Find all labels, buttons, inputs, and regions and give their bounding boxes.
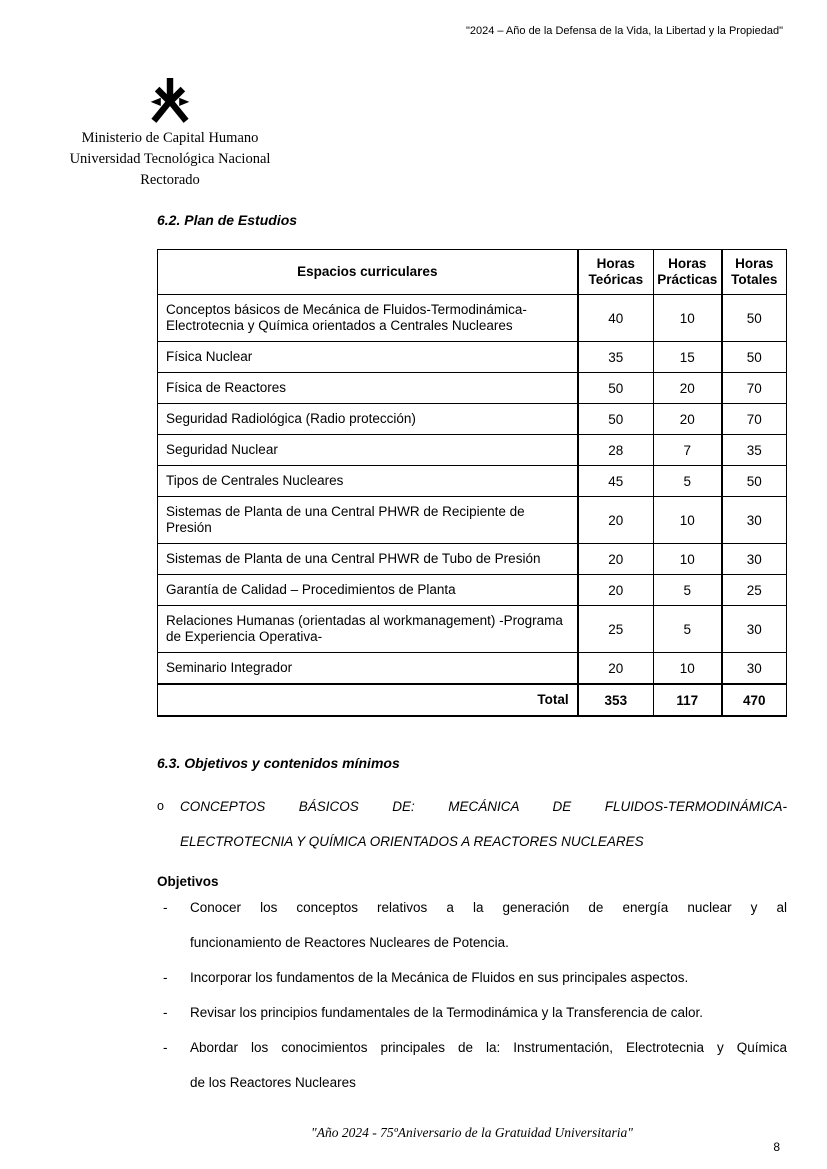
- row-name: Seminario Integrador: [158, 653, 578, 685]
- section-63-title: 6.3. Objetivos y contenidos mínimos: [157, 755, 400, 771]
- table-row: [158, 342, 787, 373]
- letterhead-line-universidad: Universidad Tecnológica Nacional: [69, 151, 271, 167]
- row-totales: 50: [722, 466, 787, 497]
- row-practicas: 20: [654, 404, 722, 435]
- row-practicas: 10: [654, 497, 722, 544]
- table-row: [158, 575, 787, 606]
- row-teoricas: 50: [578, 404, 654, 435]
- objetivos-heading: Objetivos: [157, 874, 219, 889]
- row-name: Garantía de Calidad – Procedimientos de Planta: [158, 575, 578, 606]
- table-row: [158, 606, 787, 653]
- page-number: 8: [773, 1140, 780, 1154]
- row-teoricas: 20: [578, 575, 654, 606]
- header-horas-totales: Horas Totales: [722, 250, 787, 295]
- total-teoricas: 353: [578, 684, 654, 716]
- list-item-text: [190, 1030, 787, 1100]
- item-line: Revisar los principios fundamentales de la Termodinámica y la Transferencia de calor.: [190, 1005, 704, 1020]
- footer-quote: "Año 2024 - 75ºAniversario de la Gratuidad Universitaria": [311, 1125, 633, 1140]
- list-item: [157, 890, 787, 960]
- row-totales: 30: [722, 497, 787, 544]
- caps-line: ELECTROTECNIA Y QUÍMICA ORIENTADOS A REACTORES NUCLEARES: [180, 834, 644, 849]
- header-espacios-curriculares: Espacios curriculares: [158, 250, 578, 295]
- total-label: Total: [158, 684, 578, 716]
- row-name: Seguridad Nuclear: [158, 435, 578, 466]
- table-row: [158, 404, 787, 435]
- row-name: Relaciones Humanas (orientadas al workmanagement) -Programa de Experiencia Operativa-: [158, 606, 578, 653]
- row-practicas: 5: [654, 466, 722, 497]
- table-row: [158, 653, 787, 685]
- item-line: Conocer los conceptos relativos a la generación de energía nuclear y al: [190, 900, 787, 915]
- plan-de-estudios-table: [157, 249, 787, 717]
- row-totales: 25: [722, 575, 787, 606]
- row-practicas: 7: [654, 435, 722, 466]
- table-row: [158, 544, 787, 575]
- row-teoricas: 20: [578, 497, 654, 544]
- header-quote: "2024 – Año de la Defensa de la Vida, la Libertad y la Propiedad": [465, 25, 783, 37]
- row-teoricas: 40: [578, 295, 654, 342]
- row-totales: 50: [722, 295, 787, 342]
- row-name: Conceptos básicos de Mecánica de Fluidos-Termodinámica-Electrotecnia y Química orientados a Centrales Nucleares: [158, 295, 578, 342]
- list-item: [157, 960, 787, 995]
- dash-marker: -: [163, 1040, 168, 1055]
- letterhead-line-rectorado: Rectorado: [140, 172, 200, 188]
- conceptos-basicos-text: [180, 789, 787, 859]
- objetivos-list: [157, 890, 787, 1100]
- table-row: [158, 497, 787, 544]
- row-totales: 30: [722, 606, 787, 653]
- item-line: funcionamiento de Reactores Nucleares de Potencia.: [190, 935, 509, 950]
- item-line: Incorporar los fundamentos de la Mecánica de Fluidos en sus principales aspectos.: [190, 970, 689, 985]
- row-practicas: 5: [654, 606, 722, 653]
- row-totales: 30: [722, 653, 787, 685]
- row-practicas: 20: [654, 373, 722, 404]
- conceptos-basicos-bullet: [157, 789, 787, 859]
- table-row: [158, 435, 787, 466]
- bullet-marker: o: [157, 799, 164, 813]
- dash-marker: -: [163, 1005, 168, 1020]
- letterhead-line-ministerio: Ministerio de Capital Humano: [81, 130, 259, 146]
- dash-marker: -: [163, 900, 168, 915]
- row-name: Sistemas de Planta de una Central PHWR de Recipiente de Presión: [158, 497, 578, 544]
- total-totales: 470: [722, 684, 787, 716]
- row-teoricas: 35: [578, 342, 654, 373]
- row-name: Sistemas de Planta de una Central PHWR de Tubo de Presión: [158, 544, 578, 575]
- row-name: Seguridad Radiológica (Radio protección): [158, 404, 578, 435]
- row-teoricas: 20: [578, 653, 654, 685]
- header-horas-practicas: Horas Prácticas: [654, 250, 722, 295]
- row-practicas: 5: [654, 575, 722, 606]
- list-item: [157, 1030, 787, 1100]
- table-row: [158, 466, 787, 497]
- caps-line: CONCEPTOS BÁSICOS DE: MECÁNICA DE FLUIDOS-TERMODINÁMICA-: [180, 799, 787, 814]
- row-name: Física de Reactores: [158, 373, 578, 404]
- table-header-row: [158, 250, 787, 295]
- section-62-title: 6.2. Plan de Estudios: [157, 212, 298, 228]
- row-totales: 30: [722, 544, 787, 575]
- row-totales: 50: [722, 342, 787, 373]
- row-teoricas: 20: [578, 544, 654, 575]
- row-totales: 35: [722, 435, 787, 466]
- header-horas-teoricas: Horas Teóricas: [578, 250, 654, 295]
- row-name: Tipos de Centrales Nucleares: [158, 466, 578, 497]
- list-item-text: [190, 890, 787, 960]
- row-teoricas: 25: [578, 606, 654, 653]
- list-item: [157, 995, 787, 1030]
- main-content: [157, 0, 787, 1100]
- item-line: de los Reactores Nucleares: [190, 1075, 356, 1090]
- row-teoricas: 28: [578, 435, 654, 466]
- row-name: Física Nuclear: [158, 342, 578, 373]
- table-row: [158, 295, 787, 342]
- row-practicas: 10: [654, 653, 722, 685]
- list-item-text: [190, 995, 787, 1030]
- row-practicas: 10: [654, 295, 722, 342]
- table-row: [158, 373, 787, 404]
- list-item-text: [190, 960, 787, 995]
- dash-marker: -: [163, 970, 168, 985]
- total-practicas: 117: [654, 684, 722, 716]
- row-totales: 70: [722, 373, 787, 404]
- row-practicas: 10: [654, 544, 722, 575]
- table-total-row: [158, 684, 787, 716]
- row-teoricas: 45: [578, 466, 654, 497]
- row-teoricas: 50: [578, 373, 654, 404]
- row-totales: 70: [722, 404, 787, 435]
- item-line: Abordar los conocimientos principales de la: Instrumentación, Electrotecnia y Química: [190, 1040, 787, 1055]
- row-practicas: 15: [654, 342, 722, 373]
